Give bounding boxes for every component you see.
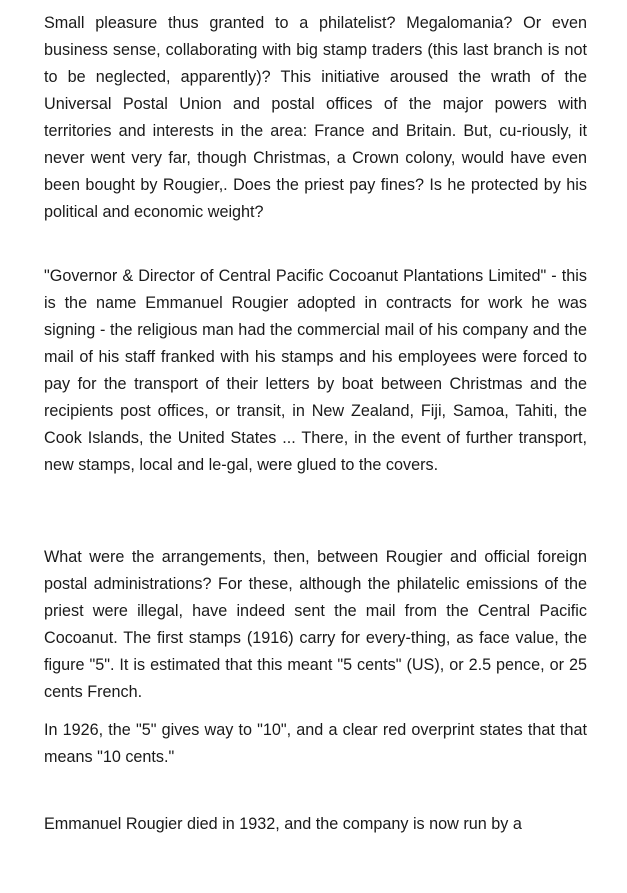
paragraph-1926-overprint: In 1926, the "5" gives way to "10", and a clear red overprint states that that means "10 cents." (44, 721, 587, 766)
paragraph-philatelist-question: Small pleasure thus granted to a philatelist? Megalomania? Or even business sense, collaborating with big stamp traders (this last branch is not to be neglected, apparently)? This initiative aroused the wrath of the Universal Postal Union and postal offices of the major powers with territories and interests in the area: France and Britain. But, cu-riously, it never went very far, though Christmas, a Crown colony, would have even been bought by Rougier,. Does the priest pay fines? Is he protected by his political and economic weight? (44, 14, 587, 221)
paragraph-postal-arrangements: What were the arrangements, then, between Rougier and official foreign postal administrations? For these, although the philatelic emissions of the priest were illegal, have indeed sent the mail from the Central Pacific Cocoanut. The first stamps (1916) carry for every-thing, as face value, the figure "5". It is estimated that this meant "5 cents" (US), or 2.5 pence, or 25 cents French. (44, 548, 587, 701)
paragraph-rougier-death: Emmanuel Rougier died in 1932, and the company is now run by a (44, 815, 522, 833)
paragraph-governor-director: "Governor & Director of Central Pacific Cocoanut Plantations Limited" - this is the name Emmanuel Rougier adopted in contracts for work he was signing - the religious man had the commercial mail of his company and the mail of his staff franked with his stamps and his employees were forced to pay for the transport of their letters by boat between Christmas and the recipients post offices, or transit, in New Zealand, Fiji, Samoa, Tahiti, the Cook Islands, the United States ... There, in the event of further transport, new stamps, local and le-gal, were glued to the covers. (44, 267, 587, 474)
